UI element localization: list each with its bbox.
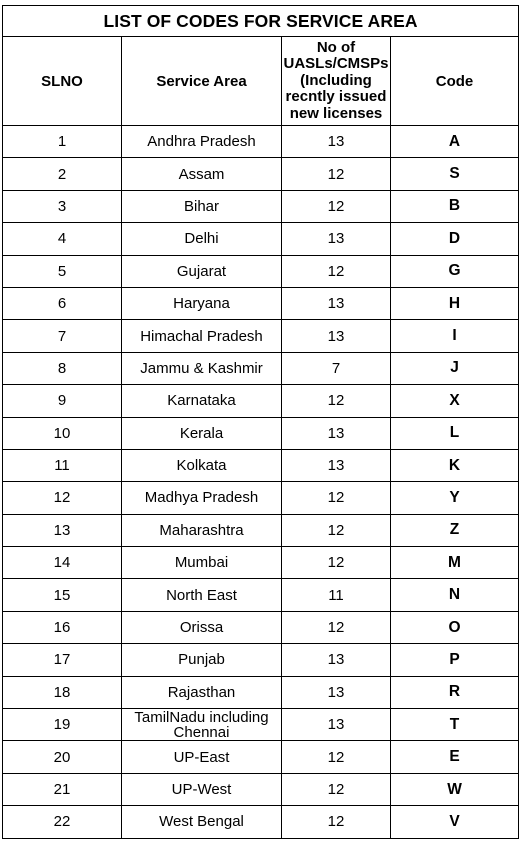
cell-code: P <box>391 644 519 676</box>
table-row <box>3 126 519 158</box>
cell-service-area: Delhi <box>122 223 282 255</box>
cell-slno: 1 <box>3 126 122 158</box>
cell-service-area: Mumbai <box>122 547 282 579</box>
cell-service-area: UP-East <box>122 741 282 773</box>
header-license-count: No of UASLs/CMSPs (Including recntly issued new licenses <box>282 37 391 126</box>
cell-service-area: Assam <box>122 158 282 190</box>
table-row <box>3 611 519 643</box>
table-row <box>3 482 519 514</box>
cell-service-area: West Bengal <box>122 806 282 838</box>
table-row <box>3 190 519 222</box>
cell-count: 12 <box>282 190 391 222</box>
table-row <box>3 773 519 805</box>
header-slno: SLNO <box>3 37 122 126</box>
cell-slno: 13 <box>3 514 122 546</box>
cell-slno: 22 <box>3 806 122 838</box>
cell-code: T <box>391 709 519 741</box>
cell-code: Y <box>391 482 519 514</box>
table-row <box>3 676 519 708</box>
cell-code: M <box>391 547 519 579</box>
table-row <box>3 741 519 773</box>
cell-service-area: UP-West <box>122 773 282 805</box>
cell-code: D <box>391 223 519 255</box>
table-row <box>3 352 519 384</box>
cell-code: W <box>391 773 519 805</box>
header-service-area: Service Area <box>122 37 282 126</box>
cell-code: X <box>391 385 519 417</box>
cell-count: 12 <box>282 773 391 805</box>
cell-count: 11 <box>282 579 391 611</box>
cell-code: K <box>391 449 519 481</box>
cell-code: O <box>391 611 519 643</box>
cell-service-area: TamilNadu including Chennai <box>122 709 282 741</box>
cell-count: 13 <box>282 644 391 676</box>
cell-code: G <box>391 255 519 287</box>
table-body <box>3 126 519 839</box>
header-code: Code <box>391 37 519 126</box>
cell-code: S <box>391 158 519 190</box>
cell-slno: 3 <box>3 190 122 222</box>
cell-service-area: Kerala <box>122 417 282 449</box>
cell-slno: 7 <box>3 320 122 352</box>
cell-service-area: Gujarat <box>122 255 282 287</box>
cell-service-area: Karnataka <box>122 385 282 417</box>
cell-count: 13 <box>282 709 391 741</box>
cell-count: 12 <box>282 547 391 579</box>
table-row <box>3 158 519 190</box>
cell-code: J <box>391 352 519 384</box>
cell-count: 13 <box>282 320 391 352</box>
cell-slno: 19 <box>3 709 122 741</box>
cell-code: H <box>391 287 519 319</box>
cell-count: 13 <box>282 676 391 708</box>
cell-slno: 11 <box>3 449 122 481</box>
cell-slno: 17 <box>3 644 122 676</box>
table-row <box>3 417 519 449</box>
cell-count: 7 <box>282 352 391 384</box>
cell-service-area: Madhya Pradesh <box>122 482 282 514</box>
cell-count: 13 <box>282 287 391 319</box>
cell-slno: 5 <box>3 255 122 287</box>
cell-code: B <box>391 190 519 222</box>
cell-slno: 12 <box>3 482 122 514</box>
cell-code: A <box>391 126 519 158</box>
cell-code: N <box>391 579 519 611</box>
cell-count: 13 <box>282 223 391 255</box>
cell-count: 12 <box>282 482 391 514</box>
service-area-codes-sheet <box>2 5 518 839</box>
table-row <box>3 709 519 741</box>
table-row <box>3 255 519 287</box>
cell-service-area: North East <box>122 579 282 611</box>
cell-count: 12 <box>282 255 391 287</box>
cell-service-area: Jammu & Kashmir <box>122 352 282 384</box>
cell-slno: 20 <box>3 741 122 773</box>
cell-service-area: Kolkata <box>122 449 282 481</box>
cell-code: E <box>391 741 519 773</box>
cell-code: I <box>391 320 519 352</box>
cell-count: 13 <box>282 417 391 449</box>
cell-slno: 21 <box>3 773 122 805</box>
table-row <box>3 806 519 838</box>
cell-slno: 16 <box>3 611 122 643</box>
table-row <box>3 514 519 546</box>
header-row <box>3 37 519 126</box>
cell-service-area: Himachal Pradesh <box>122 320 282 352</box>
cell-count: 12 <box>282 514 391 546</box>
service-area-codes-table <box>2 5 519 839</box>
table-row <box>3 320 519 352</box>
cell-count: 12 <box>282 806 391 838</box>
table-row <box>3 385 519 417</box>
cell-count: 12 <box>282 158 391 190</box>
cell-service-area: Maharashtra <box>122 514 282 546</box>
cell-count: 12 <box>282 611 391 643</box>
cell-slno: 18 <box>3 676 122 708</box>
table-row <box>3 579 519 611</box>
cell-slno: 14 <box>3 547 122 579</box>
cell-service-area: Orissa <box>122 611 282 643</box>
cell-code: L <box>391 417 519 449</box>
cell-count: 13 <box>282 449 391 481</box>
cell-slno: 15 <box>3 579 122 611</box>
cell-slno: 9 <box>3 385 122 417</box>
table-row <box>3 449 519 481</box>
cell-count: 12 <box>282 741 391 773</box>
cell-slno: 2 <box>3 158 122 190</box>
cell-service-area: Andhra Pradesh <box>122 126 282 158</box>
cell-slno: 4 <box>3 223 122 255</box>
table-row <box>3 644 519 676</box>
table-row <box>3 223 519 255</box>
cell-slno: 6 <box>3 287 122 319</box>
cell-code: V <box>391 806 519 838</box>
cell-service-area: Punjab <box>122 644 282 676</box>
cell-service-area: Rajasthan <box>122 676 282 708</box>
cell-count: 12 <box>282 385 391 417</box>
cell-code: Z <box>391 514 519 546</box>
table-title: LIST OF CODES FOR SERVICE AREA <box>3 6 519 37</box>
cell-code: R <box>391 676 519 708</box>
cell-service-area: Bihar <box>122 190 282 222</box>
table-row <box>3 547 519 579</box>
table-row <box>3 287 519 319</box>
cell-count: 13 <box>282 126 391 158</box>
cell-slno: 8 <box>3 352 122 384</box>
cell-slno: 10 <box>3 417 122 449</box>
cell-service-area: Haryana <box>122 287 282 319</box>
